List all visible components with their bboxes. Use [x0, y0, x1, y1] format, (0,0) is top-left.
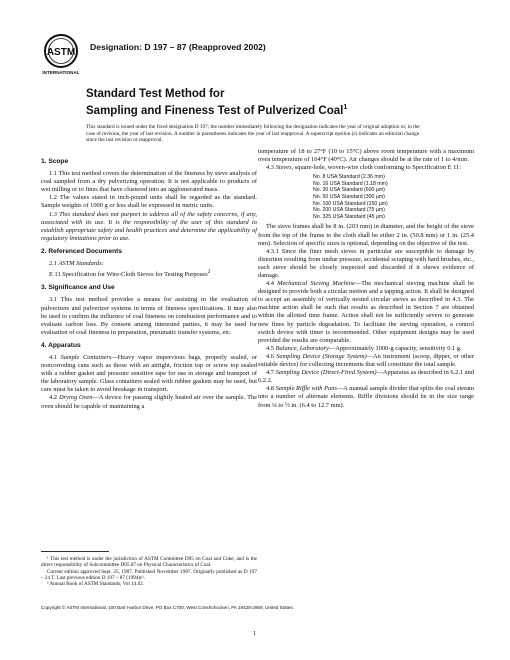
designation: Designation: D 197 – 87 (Reapproved 2002) — [90, 42, 266, 52]
copyright-line: Copyright © ASTM International, 100 Barr Harbor Drive, PO Box C700, West Conshohocken, PA 19428-2959, United States. — [41, 605, 294, 610]
astm-logo — [41, 33, 81, 77]
sieve-list-item: No. 8 USA Standard (2.36 mm) — [313, 174, 385, 181]
title-line-1: Standard Test Method for — [86, 88, 225, 100]
section-heading-scope: 1. Scope — [41, 158, 69, 165]
paragraph-4-1: 4.1 Sample Containers—Heavy vapor impervious bags, properly sealed, or noncorroding cans such as those with an airtight, friction top or screw top sealed with a rubber gasket and pressure sensitive tape for use in storage and transport of the laboratory sample. Glass containers sealed with rubber gaskets may be used, but care must be taken to avoid breakage in transport. — [41, 354, 257, 394]
footnote-2: ² Annual Book of ASTM Standards, Vol 14.02. — [47, 581, 145, 588]
document-title — [86, 88, 347, 118]
footnote-1-edition: Current edition approved Sept. 25, 1987. Published November 1987. Originally published as D 197 – 24 T. Last previous edition D 197 – 87 (1994)ε¹. — [41, 568, 257, 581]
title-line-2: Sampling and Fineness Test of Pulverized Coal$^1$ — [86, 104, 348, 117]
sieve-list-item: No. 325 USA Standard (45 µm) — [313, 213, 385, 220]
paragraph-4-8: 4.8 Sample Riffle with Pans—A manual sample divider that splits the coal stream into a number of alternate elements. Riffle divisions should be in the size range from ¼ to ½ in. (6.4 to 12.7 mm). — [258, 385, 474, 409]
paragraph-4-3-1: 4.3.1 Since the finer mesh sieves in particular are susceptible to damage by distortion resulting from undue pressure, accidental scraping with hard brushes, etc., each sieve should be closely inspected and discarded if it shows evidence of damage. — [258, 247, 474, 279]
paragraph-1-2: 1.2 The values stated in inch-pound units shall be regarded as the standard. Sample weights of 1000 g or less shall be expressed in metric units. — [41, 194, 257, 210]
paragraph-4-7: 4.7 Sampling Device (Direct-Fired System)—Apparatus as described in 6.2.1 and 6.2.2. — [258, 369, 474, 385]
footnotes — [41, 556, 257, 587]
title-footnote-mark: 1 — [343, 104, 348, 111]
sieve-list-item: No. 50 USA Standard (300 µm) — [313, 194, 385, 201]
reference-e11: E 11 Specification for Wire-Cloth Sieves for Testing Purposes$^2$ — [49, 269, 211, 279]
paragraph-1-1: 1.1 This test method covers the determination of the fineness by sieve analysis of coal sampled from a dry pulverizing operation. It is not applicable to products of wet milling or to fines that have clustered into an agglomerated mass. — [41, 170, 257, 194]
paragraph-4-5: 4.5 Balance, Laboratory—Approximately 1000-g capacity, sensitivity 0.1 g. — [266, 344, 462, 352]
page-number: 1 — [253, 630, 257, 637]
section-heading-significance: 3. Significance and Use — [41, 284, 115, 292]
issuance-note: This standard is issued under the fixed designation D 197; the number immediately following the designation indicates the year of original adoption or, in the case of revision, the year of last revision. A number in parentheses indicates the year of last reapproval. A superscript epsilon (ε) indicates an editorial change since the last revision or reapproval. — [86, 124, 420, 144]
section-heading-referenced-documents: 2. Referenced Documents — [41, 247, 122, 255]
sieve-list-item: No. 100 USA Standard (150 µm) — [313, 200, 388, 207]
paragraph-3-1: 3.1 This test method provides a means for assisting in the evaluation of pulverizers and pulverizer systems in terms of fineness specifications. It may also be used to confirm the influence of coal fineness on combustion performance and to evaluate carbon loss. By consent among interested parties, it may be used for evaluation of coal fineness in preparation, pneumatic transfer systems, etc. — [41, 296, 257, 336]
sieve-list-item: No. 200 USA Standard (75 µm) — [313, 207, 385, 214]
paragraph-4-2-continued: temperature of 18 to 27°F (10 to 15°C) above room temperature with a maximum oven temperature of 104°F (40°C). Air changes should be at the rate of 1 to 4/min. — [258, 148, 474, 164]
footnote-divider — [41, 551, 109, 552]
paragraph-4-2: 4.2 Drying Oven—A device for passing slightly heated air over the sample. The oven should be capable of maintaining a — [41, 394, 258, 410]
sieve-list — [313, 174, 474, 220]
footnote-1: ¹ This test method is under the jurisdiction of ASTM Committee D05 on Coal and Coke, and is the direct responsibility of Subcommittee D05.07 on Physical Characteristics of Coal. — [41, 556, 257, 569]
paragraph-sieve-frames: The sieve frames shall be 8 in. (203 mm) in diameter, and the height of the sieve from the top of the frame to the cloth shall be either 2 in. (50.8 mm) or 1 in. (25.4 mm). Selection of specific sizes is optional, depending on the objective of the test. — [258, 223, 474, 247]
svg-text:ASTM: ASTM — [46, 47, 76, 58]
sieve-list-item: No. 30 USA Standard (600 µm) — [313, 187, 385, 194]
section-heading-apparatus: 4. Apparatus — [41, 341, 81, 349]
paragraph-4-6: 4.6 Sampling Device (Storage System)—An instrument (scoop, dipper, or other suitable device) for collecting increments that will constitute the total sample. — [258, 352, 474, 369]
right-column — [258, 148, 474, 410]
left-column — [41, 148, 257, 411]
paragraph-4-3: 4.3 Sieves, square-hole, woven-wire cloth conforming to Specification E 11: — [266, 164, 461, 172]
paragraph-2-1: 2.1 ASTM Standards: — [49, 260, 104, 268]
paragraph-4-4: 4.4 Mechanical Sieving Machine—The mechanical sieving machine shall be designed to provide both a circular motion and a tapping action. It shall be designed to accept an assembly of vertically nested circular sieves as described in 4.3. The machine action shall be such that results as described in Section 7 are obtained within the allotted time frame. Action shall not be sufficiently severe to generate new fines by particle degradation. To facilitate the sieving operation, a control switch device with timer is recommended. Other equipment designs may be used provided the results are comparable. — [258, 280, 474, 344]
svg-text:INTERNATIONAL: INTERNATIONAL — [42, 70, 80, 75]
paragraph-1-3: 1.3 This standard does not purport to address all of the safety concerns, if any, associated with its use. It is the responsibility of the user of this standard to establish appropriate safety and health practices and determine the applicability of regulatory limitations prior to use. — [41, 210, 257, 242]
sieve-list-item: No. 16 USA Standard (1.18 mm) — [313, 180, 388, 187]
